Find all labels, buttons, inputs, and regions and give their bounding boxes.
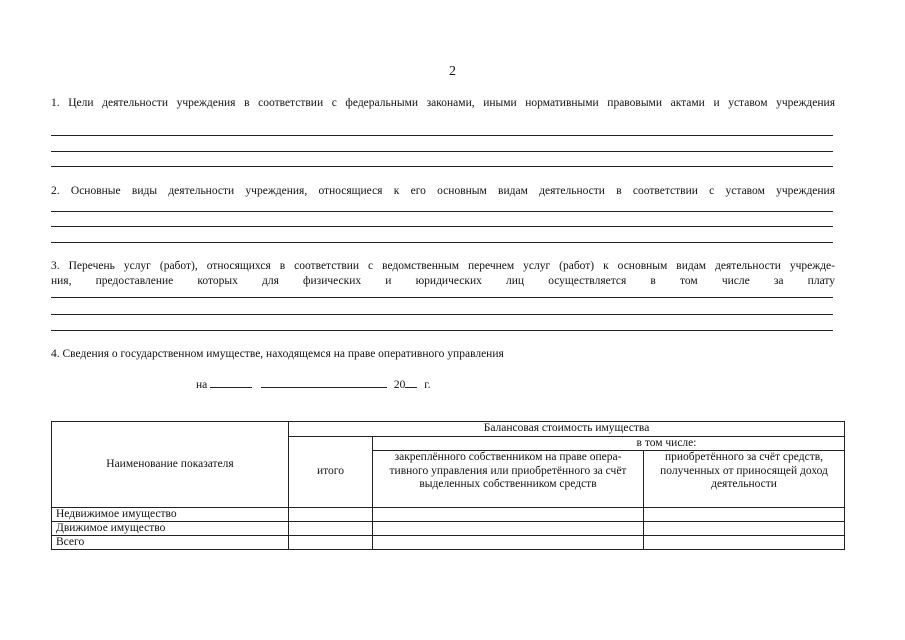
fill-line: [51, 135, 833, 136]
year-prefix: 20: [393, 379, 406, 391]
fill-line: [51, 226, 833, 227]
section-2-heading: 2. Основные виды деятельности учреждения, относящиеся к его основным видам деятельности в соответствии с уставом учреждения: [51, 185, 835, 197]
fill-line: [51, 297, 833, 298]
fill-line: [51, 242, 833, 243]
table-cell[interactable]: [289, 508, 373, 522]
property-table: [51, 421, 845, 550]
table-cell[interactable]: [373, 522, 644, 536]
table-cell[interactable]: [373, 508, 644, 522]
balance-value-header: Балансовая стоимость имущества: [289, 422, 845, 437]
page-number: 2: [449, 64, 456, 79]
date-field: [196, 376, 431, 391]
table-row: [52, 522, 845, 536]
total-header: итого: [289, 436, 373, 508]
table-cell[interactable]: [289, 522, 373, 536]
section-3-heading-line-1: 3. Перечень услуг (работ), относящихся в соответствии с ведомственным перечнем услуг (работ) к основным видам деятельности учрежде-: [51, 260, 835, 272]
table-cell[interactable]: [289, 536, 373, 550]
table-row: [52, 508, 845, 522]
row-label: Движимое имущество: [52, 522, 289, 536]
section-3-heading-line-2: ния, предоставление которых для физических и юридических лиц осуществляется в том числе за плату: [51, 275, 835, 287]
table-row: [52, 536, 845, 550]
income-property-header: приобретённого за счёт средств, полученных от приносящей доход деятельности: [644, 451, 845, 508]
section-1-heading: 1. Цели деятельности учреждения в соответствии с федеральными законами, иными нормативными правовыми актами и уставом учреждения: [51, 97, 835, 109]
table-cell[interactable]: [644, 536, 845, 550]
fill-line: [51, 151, 833, 152]
day-blank[interactable]: [210, 376, 252, 388]
section-4-heading: 4. Сведения о государственном имуществе, находящемся на праве оперативного управления: [51, 348, 504, 360]
year-blank[interactable]: [405, 376, 417, 388]
fill-line: [51, 330, 833, 331]
table-cell[interactable]: [644, 522, 845, 536]
table-header-row: [52, 422, 845, 437]
including-header: в том числе:: [373, 436, 845, 451]
assigned-property-header: закреплённого собственником на праве опера-тивного управления или приобретённого за счёт выделенных собственником средств: [373, 451, 644, 508]
month-blank[interactable]: [261, 376, 387, 388]
indicator-name-header: Наименование показателя: [52, 422, 289, 508]
fill-line: [51, 211, 833, 212]
date-prefix: на: [196, 379, 208, 391]
year-suffix: г.: [424, 379, 431, 391]
table-cell[interactable]: [644, 508, 845, 522]
fill-line: [51, 166, 833, 167]
table-cell[interactable]: [373, 536, 644, 550]
row-label: Всего: [52, 536, 289, 550]
row-label: Недвижимое имущество: [52, 508, 289, 522]
fill-line: [51, 314, 833, 315]
